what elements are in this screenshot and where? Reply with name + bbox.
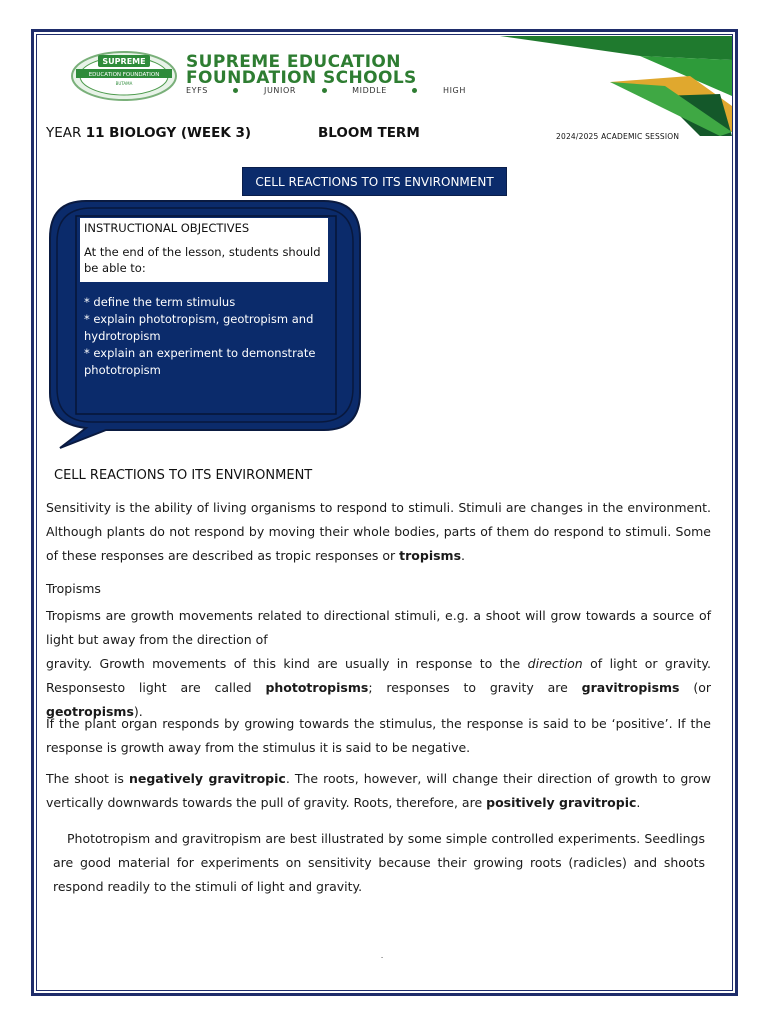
svg-text:BUTAMA: BUTAMA [115,81,133,86]
corner-decoration [490,36,732,140]
level-eyfs: EYFS [186,86,208,95]
academic-session: 2024/2025 ACADEMIC SESSION [556,132,680,141]
level-middle: MIDDLE [352,86,387,95]
objectives-header [80,218,328,282]
level-junior: JUNIOR [264,86,297,95]
bullet-dot [233,88,238,93]
objective-item: * explain phototropism, geotropism and hydrotropism [84,312,314,343]
year-subject-week: 11 BIOLOGY (WEEK 3) [85,125,252,141]
paragraph-tropisms-a: Tropisms are growth movements related to directional stimuli, e.g. a shoot will grow towards a source of light but away from the direction of [46,608,711,647]
school-levels [186,86,466,95]
paragraph-sensitivity: Sensitivity is the ability of living organisms to respond to stimuli. Stimuli are changes in the environment. Although plants do not respond by moving their whole bodies, parts of them do respond to stimuli. Some of these responses are described as tropic responses or tropisms. [46,500,711,563]
paragraph-gravitropic: The shoot is negatively gravitropic. The roots, however, will change their direction of growth to grow vertically downwards towards the pull of gravity. Roots, therefore, are positively gravitropic. [46,771,711,810]
year-subject [46,125,251,141]
topic-title-box: CELL REACTIONS TO ITS ENVIRONMENT [242,167,507,196]
paragraph-experiments: Phototropism and gravitropism are best illustrated by some simple controlled experiments. Seedlings are good material for experiments on sensitivity because their growing roots (radicles) and shoots respond readily to the stimuli of light and gravity. [53,831,705,894]
level-high: HIGH [442,86,466,95]
year-prefix: YEAR [46,125,86,141]
school-name [186,54,486,86]
svg-text:EDUCATION FOUNDATION: EDUCATION FOUNDATION [88,72,160,78]
page-mark: - [381,954,384,961]
objective-item: * define the term stimulus [84,295,236,309]
svg-text:SUPREME: SUPREME [102,57,146,66]
school-name-line1: SUPREME EDUCATION [186,52,401,72]
paragraph-positive-negative: If the plant organ responds by growing towards the stimulus, the response is said to be ‘positive’. If the response is growth away from the stimulus it is said to be negative. [46,716,711,755]
term-label: BLOOM TERM [318,125,420,141]
bullet-dot [412,88,417,93]
section-title: CELL REACTIONS TO ITS ENVIRONMENT [54,468,313,483]
school-logo [70,50,178,102]
objective-item: * explain an experiment to demonstrate phototropism [84,346,316,377]
objectives-intro: At the end of the lesson, students should be able to: [84,245,321,275]
tropisms-heading: Tropisms [46,581,101,596]
objectives-list [84,294,329,379]
paragraph-tropisms-b: gravity. Growth movements of this kind are usually in response to the direction of light or gravity. Responsesto light are called phototropisms; responses to gravity are gravitropisms (or geotropisms). [46,656,712,719]
bullet-dot [322,88,327,93]
objectives-heading: INSTRUCTIONAL OBJECTIVES [84,221,250,235]
school-name-line2: FOUNDATION SCHOOLS [186,68,417,88]
